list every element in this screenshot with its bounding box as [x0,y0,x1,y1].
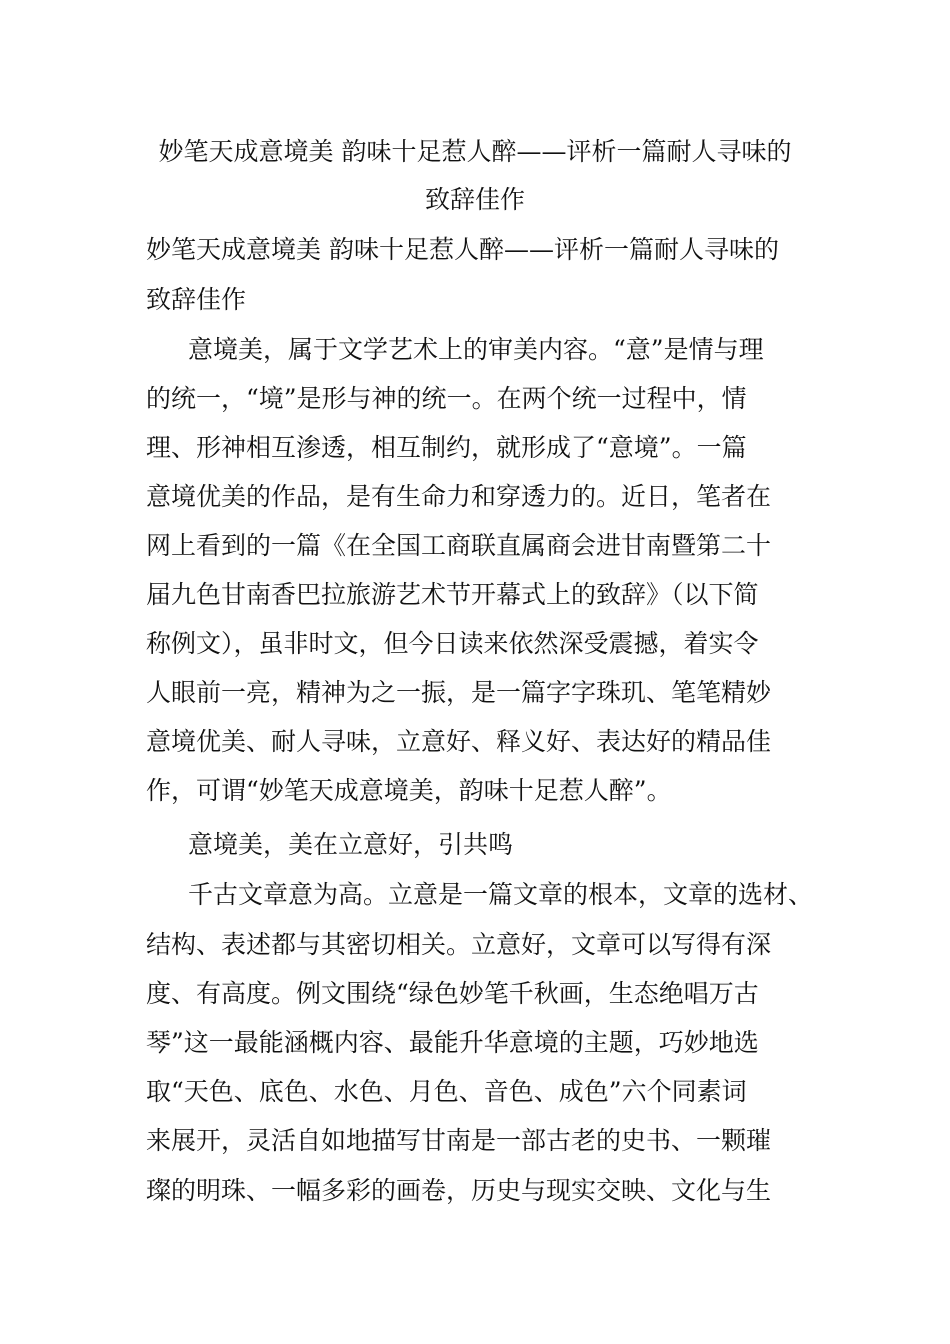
paragraph-2-line-3: 度、有高度。例文围绕“绿色妙笔千秋画，生态绝唱万古 [146,979,759,1008]
paragraph-1-line-7: 称例文），虽非时文，但今日读来依然深受震撼，着实令 [146,629,759,658]
paragraph-1-line-9: 意境优美、耐人寻味，立意好、释义好、表达好的精品佳 [146,727,772,756]
paragraph-2-line-4: 琴”这一最能涵概内容、最能升华意境的主题，巧妙地选 [146,1028,759,1057]
paragraph-2-line-7: 璨的明珠、一幅多彩的画卷，历史与现实交映、文化与生 [146,1176,772,1205]
paragraph-1-line-1: 意境美，属于文学艺术上的审美内容。“意”是情与理 [188,335,764,364]
paragraph-2-line-6: 来展开，灵活自如地描写甘南是一部古老的史书、一颗璀 [146,1126,772,1155]
paragraph-2-line-1: 千古文章意为高。立意是一篇文章的根本，文章的选材、 [188,880,814,909]
section-heading: 意境美，美在立意好，引共鸣 [188,830,514,859]
paragraph-1-line-2: 的统一，“境”是形与神的统一。在两个统一过程中，情 [146,384,747,413]
paragraph-1-line-6: 届九色甘南香巴拉旅游艺术节开幕式上的致辞》（以下简 [146,580,759,609]
document-title-line-2: 致辞佳作 [424,185,525,214]
paragraph-2-line-2: 结构、表述都与其密切相关。立意好，文章可以写得有深 [146,930,772,959]
paragraph-1-line-3: 理、形神相互渗透，相互制约，就形成了“意境”。一篇 [146,433,747,462]
paragraph-2-line-5: 取“天色、底色、水色、月色、音色、成色”六个同素词 [146,1077,747,1106]
paragraph-1-line-10: 作，可谓“妙笔天成意境美，韵味十足惹人醉”。 [146,776,672,805]
subtitle-line-2: 致辞佳作 [146,285,247,314]
paragraph-1-line-8: 人眼前一亮，精神为之一振，是一篇字字珠玑、笔笔精妙 [146,678,772,707]
paragraph-1-line-4: 意境优美的作品，是有生命力和穿透力的。近日，笔者在 [146,482,772,511]
paragraph-1-line-5: 网上看到的一篇《在全国工商联直属商会进甘南暨第二十 [146,531,772,560]
subtitle-line-1: 妙笔天成意境美 韵味十足惹人醉——评析一篇耐人寻味的 [146,235,779,264]
document-title-line-1: 妙笔天成意境美 韵味十足惹人醉——评析一篇耐人寻味的 [158,137,792,166]
